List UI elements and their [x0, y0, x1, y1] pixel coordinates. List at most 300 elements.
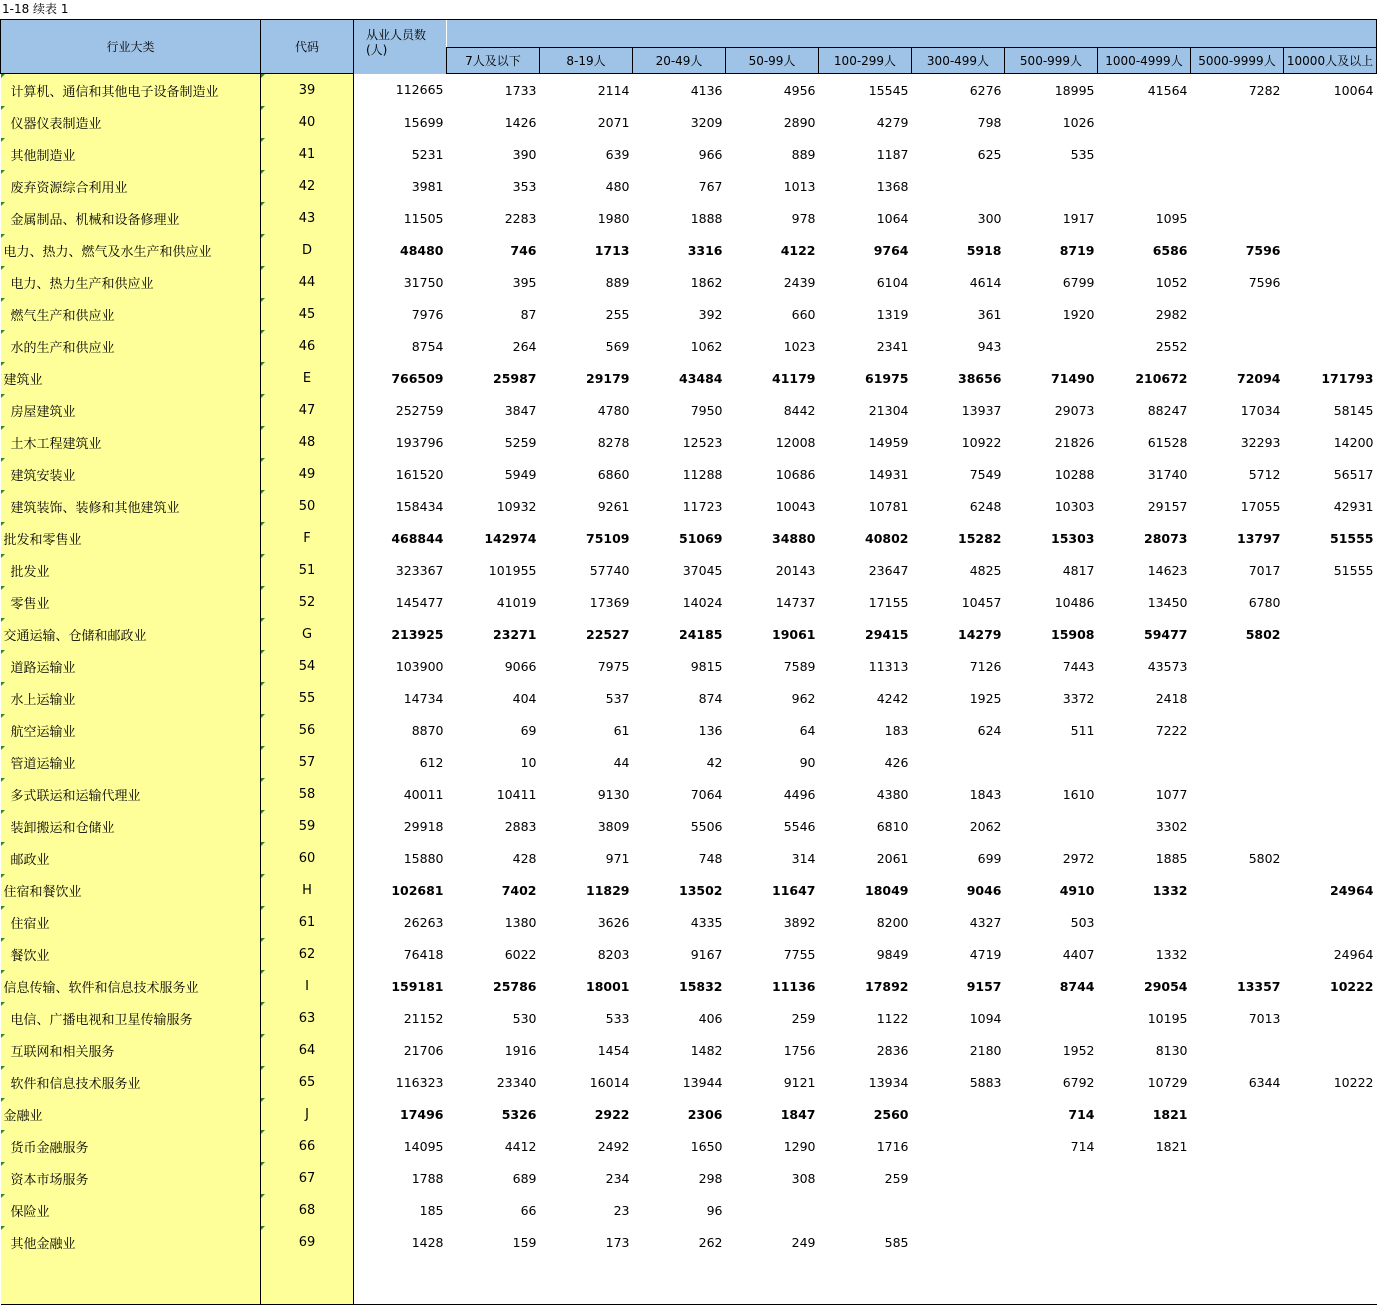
size-value-cell: 2114: [597, 82, 630, 98]
size-value-cell: 31740: [1147, 466, 1188, 482]
industry-code: 41: [261, 138, 354, 170]
size-value-cell: 1319: [876, 306, 909, 322]
size-value-cell: 159: [512, 1234, 537, 1250]
size-value-cell: 38656: [958, 370, 1002, 386]
size-value-cell: 537: [605, 690, 630, 706]
size-value-cell: 15832: [679, 978, 723, 994]
size-value-cell: 4242: [876, 690, 909, 706]
cell-marker-icon: [261, 522, 265, 526]
cell-marker-icon: [261, 714, 265, 718]
size-value-cell: 4407: [1062, 946, 1095, 962]
size-value-cell: [1191, 810, 1284, 842]
size-value-cell: [1191, 874, 1284, 906]
size-value-cell: 14200: [1333, 434, 1374, 450]
size-value-cell: 13450: [1147, 594, 1188, 610]
size-value-cell: 3209: [690, 114, 723, 130]
table-row: [1, 138, 1377, 170]
size-value-cell: [912, 1098, 1005, 1130]
industry-name: 交通运输、仓储和邮政业: [1, 618, 261, 650]
cell-marker-icon: [261, 586, 265, 590]
size-value-cell: 1332: [1155, 946, 1188, 962]
size-value-cell: 171793: [1321, 370, 1374, 386]
cell-marker-icon: [1, 650, 5, 654]
size-value-cell: 56517: [1333, 466, 1374, 482]
cell-marker-icon: [261, 842, 265, 846]
cell-marker-icon: [1, 106, 5, 110]
size-value-cell: 4122: [780, 242, 816, 258]
size-value-cell: 34880: [772, 530, 816, 546]
header-size-6: 500-999人: [1005, 48, 1098, 74]
size-value-cell: 533: [605, 1010, 630, 1026]
size-value-cell: 1482: [690, 1042, 723, 1058]
size-value-cell: [1098, 906, 1191, 938]
size-value-cell: 29415: [865, 626, 909, 642]
employees-total-cell: 7976: [411, 306, 444, 322]
size-value-cell: 9261: [597, 498, 630, 514]
size-value-cell: 29179: [586, 370, 630, 386]
industry-name: 多式联运和运输代理业: [1, 778, 261, 810]
size-value-cell: 11829: [586, 882, 630, 898]
size-value-cell: 40802: [865, 530, 909, 546]
cell-marker-icon: [1, 1002, 5, 1006]
size-value-cell: [1098, 138, 1191, 170]
size-value-cell: 18995: [1054, 82, 1095, 98]
size-value-cell: 1454: [597, 1042, 630, 1058]
cell-marker-icon: [261, 1002, 265, 1006]
employees-total-cell: 8870: [411, 722, 444, 738]
cell-marker-icon: [1, 170, 5, 174]
table-row: [1, 810, 1377, 842]
cell-marker-icon: [261, 330, 265, 334]
size-value-cell: 300: [977, 210, 1002, 226]
table-row: [1, 554, 1377, 586]
size-value-cell: 5918: [966, 242, 1002, 258]
size-value-cell: 5949: [504, 466, 537, 482]
empty-cell: [354, 1258, 447, 1305]
size-value-cell: [912, 1130, 1005, 1162]
table-row: [1, 458, 1377, 490]
table-row: [1, 938, 1377, 970]
size-value-cell: 23647: [868, 562, 909, 578]
industry-code: I: [261, 970, 354, 1002]
size-value-cell: 24964: [1330, 882, 1374, 898]
industry-name: 零售业: [1, 586, 261, 618]
industry-code: 56: [261, 714, 354, 746]
size-value-cell: 2341: [876, 338, 909, 354]
size-value-cell: [1284, 202, 1377, 234]
size-value-cell: 308: [791, 1170, 816, 1186]
size-value-cell: 1716: [876, 1138, 909, 1154]
size-value-cell: [1284, 842, 1377, 874]
size-value-cell: 264: [512, 338, 537, 354]
size-value-cell: 404: [512, 690, 537, 706]
size-value-cell: 748: [698, 850, 723, 866]
size-value-cell: 1610: [1062, 786, 1095, 802]
size-value-cell: 714: [1068, 1106, 1095, 1122]
table-row: [1, 490, 1377, 522]
size-value-cell: 10686: [775, 466, 816, 482]
size-value-cell: 10043: [775, 498, 816, 514]
cell-marker-icon: [1, 938, 5, 942]
size-value-cell: 13934: [868, 1074, 909, 1090]
size-value-cell: 64: [799, 722, 816, 738]
cell-marker-icon: [261, 458, 265, 462]
size-value-cell: 11313: [868, 658, 909, 674]
employees-total-cell: 1428: [411, 1234, 444, 1250]
cell-marker-icon: [1, 234, 5, 238]
size-value-cell: 1733: [504, 82, 537, 98]
size-value-cell: 2890: [783, 114, 816, 130]
size-value-cell: 24964: [1333, 946, 1374, 962]
cell-marker-icon: [1, 682, 5, 686]
size-value-cell: 14623: [1147, 562, 1188, 578]
size-value-cell: [1005, 810, 1098, 842]
size-value-cell: 503: [1070, 914, 1095, 930]
cell-marker-icon: [261, 938, 265, 942]
industry-code: 42: [261, 170, 354, 202]
size-value-cell: [1284, 1098, 1377, 1130]
size-value-cell: [1191, 1194, 1284, 1226]
cell-marker-icon: [1, 906, 5, 910]
size-value-cell: [1191, 650, 1284, 682]
size-value-cell: 13797: [1237, 530, 1281, 546]
size-value-cell: [1098, 106, 1191, 138]
industry-name: 房屋建筑业: [1, 394, 261, 426]
size-value-cell: 61975: [865, 370, 909, 386]
size-value-cell: 1756: [783, 1042, 816, 1058]
employees-total-cell: 612: [419, 754, 444, 770]
empty-cell: [819, 1258, 912, 1305]
size-value-cell: 32293: [1240, 434, 1281, 450]
size-value-cell: 7013: [1248, 1010, 1281, 1026]
industry-name: 水的生产和供应业: [1, 330, 261, 362]
size-value-cell: 10222: [1333, 1074, 1374, 1090]
size-value-cell: 44: [613, 754, 630, 770]
empty-cell: [1098, 1258, 1191, 1305]
size-value-cell: [912, 170, 1005, 202]
cell-marker-icon: [1, 746, 5, 750]
size-value-cell: [1284, 714, 1377, 746]
size-value-cell: 90: [799, 754, 816, 770]
size-value-cell: 1885: [1155, 850, 1188, 866]
size-value-cell: 41179: [772, 370, 816, 386]
size-value-cell: 1077: [1155, 786, 1188, 802]
industry-code: 64: [261, 1034, 354, 1066]
size-value-cell: 6792: [1062, 1074, 1095, 1090]
empty-cell: [1191, 1258, 1284, 1305]
size-value-cell: [1284, 298, 1377, 330]
size-value-cell: 971: [605, 850, 630, 866]
cell-marker-icon: [261, 298, 265, 302]
table-row: [1, 106, 1377, 138]
size-value-cell: 29073: [1054, 402, 1095, 418]
size-value-cell: [1005, 1226, 1098, 1258]
size-value-cell: 1122: [876, 1010, 909, 1026]
industry-code: F: [261, 522, 354, 554]
employees-total-cell: 185: [419, 1202, 444, 1218]
cell-marker-icon: [1, 1194, 5, 1198]
table-row: [1, 586, 1377, 618]
table-row: [1, 842, 1377, 874]
size-value-cell: 5802: [1248, 850, 1281, 866]
size-value-cell: 25987: [493, 370, 537, 386]
category-row: [1, 362, 1377, 394]
size-value-cell: 2492: [597, 1138, 630, 1154]
size-value-cell: 12008: [775, 434, 816, 450]
size-value-cell: 21304: [868, 402, 909, 418]
size-value-cell: 4719: [969, 946, 1002, 962]
size-value-cell: 61528: [1147, 434, 1188, 450]
cell-marker-icon: [261, 874, 265, 878]
size-value-cell: 625: [977, 146, 1002, 162]
size-value-cell: 4780: [597, 402, 630, 418]
size-value-cell: [1098, 170, 1191, 202]
size-value-cell: 9130: [597, 786, 630, 802]
industry-name: 其他制造业: [1, 138, 261, 170]
table-row: [1, 906, 1377, 938]
size-value-cell: 426: [884, 754, 909, 770]
size-value-cell: 3809: [597, 818, 630, 834]
size-value-cell: [912, 746, 1005, 778]
size-value-cell: 798: [977, 114, 1002, 130]
size-value-cell: 28073: [1144, 530, 1188, 546]
industry-code: 67: [261, 1162, 354, 1194]
size-value-cell: 23: [613, 1202, 630, 1218]
employees-total-cell: 102681: [391, 882, 444, 898]
cell-marker-icon: [261, 906, 265, 910]
size-value-cell: 51069: [679, 530, 723, 546]
size-value-cell: 15303: [1051, 530, 1095, 546]
size-value-cell: [1098, 1162, 1191, 1194]
size-value-cell: 8744: [1059, 978, 1095, 994]
employees-total-cell: 159181: [391, 978, 444, 994]
size-value-cell: 9167: [690, 946, 723, 962]
size-value-cell: 42: [706, 754, 723, 770]
employees-total-cell: 112665: [395, 82, 444, 98]
size-value-cell: 10064: [1333, 82, 1374, 98]
size-value-cell: 6586: [1152, 242, 1188, 258]
table-row: [1, 1162, 1377, 1194]
table-row: [1, 1034, 1377, 1066]
cell-marker-icon: [261, 394, 265, 398]
size-value-cell: [1284, 778, 1377, 810]
size-value-cell: 87: [520, 306, 537, 322]
cell-marker-icon: [261, 74, 265, 78]
size-value-cell: 3847: [504, 402, 537, 418]
empty-cell: [261, 1258, 354, 1305]
empty-cell: [447, 1258, 540, 1305]
size-value-cell: [1284, 1226, 1377, 1258]
size-value-cell: 3372: [1062, 690, 1095, 706]
size-value-cell: 23271: [493, 626, 537, 642]
industry-code: 62: [261, 938, 354, 970]
size-value-cell: [1284, 1130, 1377, 1162]
size-value-cell: 4335: [690, 914, 723, 930]
industry-name: 建筑安装业: [1, 458, 261, 490]
industry-code: 46: [261, 330, 354, 362]
size-value-cell: [1191, 682, 1284, 714]
size-value-cell: 22527: [586, 626, 630, 642]
size-value-cell: [1191, 746, 1284, 778]
size-value-cell: 689: [512, 1170, 537, 1186]
table-row: [1, 650, 1377, 682]
size-value-cell: 4614: [969, 274, 1002, 290]
table-row: [1, 330, 1377, 362]
size-value-cell: 3302: [1155, 818, 1188, 834]
size-value-cell: 4817: [1062, 562, 1095, 578]
size-value-cell: 1332: [1152, 882, 1188, 898]
size-value-cell: 10288: [1054, 466, 1095, 482]
size-value-cell: 1888: [690, 210, 723, 226]
size-value-cell: [1284, 746, 1377, 778]
cell-marker-icon: [1, 1098, 5, 1102]
size-value-cell: [1284, 170, 1377, 202]
size-value-cell: 8130: [1155, 1042, 1188, 1058]
table-row: [1, 1002, 1377, 1034]
table-row: [1, 266, 1377, 298]
size-value-cell: [1284, 906, 1377, 938]
size-value-cell: 2062: [969, 818, 1002, 834]
size-value-cell: 1052: [1155, 274, 1188, 290]
size-value-cell: 17034: [1240, 402, 1281, 418]
cell-marker-icon: [1, 778, 5, 782]
size-value-cell: 2552: [1155, 338, 1188, 354]
size-value-cell: 66: [520, 1202, 537, 1218]
size-value-cell: [1191, 778, 1284, 810]
size-value-cell: 43573: [1147, 658, 1188, 674]
size-value-cell: 7402: [501, 882, 537, 898]
size-value-cell: 6248: [969, 498, 1002, 514]
size-value-cell: 1187: [876, 146, 909, 162]
size-value-cell: 58145: [1333, 402, 1374, 418]
size-value-cell: 6799: [1062, 274, 1095, 290]
industry-name: 装卸搬运和仓储业: [1, 810, 261, 842]
size-value-cell: 511: [1070, 722, 1095, 738]
table-row: [1, 298, 1377, 330]
size-value-cell: [1284, 618, 1377, 650]
size-value-cell: 14024: [682, 594, 723, 610]
size-value-cell: 2283: [504, 210, 537, 226]
industry-name: 金融业: [1, 1098, 261, 1130]
size-value-cell: 2982: [1155, 306, 1188, 322]
size-value-cell: 6276: [969, 82, 1002, 98]
cell-marker-icon: [1, 458, 5, 462]
size-value-cell: [1005, 1162, 1098, 1194]
size-value-cell: 234: [605, 1170, 630, 1186]
cell-marker-icon: [1, 618, 5, 622]
cell-marker-icon: [1, 330, 5, 334]
industry-code: D: [261, 234, 354, 266]
industry-code: 60: [261, 842, 354, 874]
cell-marker-icon: [261, 1066, 265, 1070]
size-value-cell: 3626: [597, 914, 630, 930]
industry-name: 电力、热力生产和供应业: [1, 266, 261, 298]
size-value-cell: 2418: [1155, 690, 1188, 706]
size-value-cell: 1380: [504, 914, 537, 930]
cell-marker-icon: [261, 778, 265, 782]
employees-total-cell: 766509: [391, 370, 444, 386]
empty-cell: [1284, 1258, 1377, 1305]
industry-name: 计算机、通信和其他电子设备制造业: [1, 74, 261, 107]
cell-marker-icon: [261, 650, 265, 654]
size-value-cell: 15282: [958, 530, 1002, 546]
employees-total-cell: 21706: [403, 1042, 444, 1058]
size-value-cell: [1191, 330, 1284, 362]
size-value-cell: 4825: [969, 562, 1002, 578]
size-value-cell: 2922: [594, 1106, 630, 1122]
empty-cell: [540, 1258, 633, 1305]
cell-marker-icon: [1, 394, 5, 398]
size-value-cell: 8200: [876, 914, 909, 930]
size-value-cell: 17369: [589, 594, 630, 610]
size-value-cell: 889: [605, 274, 630, 290]
size-value-cell: 1843: [969, 786, 1002, 802]
size-value-cell: 2439: [783, 274, 816, 290]
size-value-cell: 23340: [496, 1074, 537, 1090]
industry-code: 57: [261, 746, 354, 778]
header-size-group: [447, 20, 1377, 48]
size-value-cell: 10932: [496, 498, 537, 514]
industry-name: 航空运输业: [1, 714, 261, 746]
table-row: [1, 682, 1377, 714]
size-value-cell: 15908: [1051, 626, 1095, 642]
employees-total-cell: 145477: [395, 594, 444, 610]
size-value-cell: 4279: [876, 114, 909, 130]
size-value-cell: 10222: [1330, 978, 1374, 994]
cell-marker-icon: [1, 138, 5, 142]
size-value-cell: 395: [512, 274, 537, 290]
size-value-cell: 17155: [868, 594, 909, 610]
industry-code: 48: [261, 426, 354, 458]
size-value-cell: 14279: [958, 626, 1002, 642]
header-size-8: 5000-9999人: [1191, 48, 1284, 74]
industry-code: 40: [261, 106, 354, 138]
employees-total-cell: 15880: [403, 850, 444, 866]
employees-total-cell: 323367: [395, 562, 444, 578]
size-value-cell: 41019: [496, 594, 537, 610]
size-value-cell: 14959: [868, 434, 909, 450]
category-row: [1, 874, 1377, 906]
size-value-cell: 10303: [1054, 498, 1095, 514]
size-value-cell: 57740: [589, 562, 630, 578]
size-value-cell: 96: [706, 1202, 723, 1218]
size-value-cell: 1290: [783, 1138, 816, 1154]
table-row: [1, 170, 1377, 202]
size-value-cell: 9046: [966, 882, 1002, 898]
size-value-cell: [1005, 330, 1098, 362]
size-value-cell: [1191, 106, 1284, 138]
size-value-cell: 8719: [1059, 242, 1095, 258]
cell-marker-icon: [1, 1130, 5, 1134]
size-value-cell: [1005, 746, 1098, 778]
header-employees: 从业人员数 (人): [354, 20, 447, 74]
size-value-cell: 361: [977, 306, 1002, 322]
size-value-cell: 136: [698, 722, 723, 738]
size-value-cell: 8442: [783, 402, 816, 418]
cell-marker-icon: [261, 970, 265, 974]
size-value-cell: [1191, 138, 1284, 170]
size-value-cell: 530: [512, 1010, 537, 1026]
size-value-cell: [1284, 1162, 1377, 1194]
size-value-cell: [1191, 1098, 1284, 1130]
cell-marker-icon: [1, 714, 5, 718]
table-row: [1, 394, 1377, 426]
header-size-2: 20-49人: [633, 48, 726, 74]
size-value-cell: 18049: [865, 882, 909, 898]
size-value-cell: 4496: [783, 786, 816, 802]
size-value-cell: 210672: [1135, 370, 1188, 386]
category-row: [1, 522, 1377, 554]
